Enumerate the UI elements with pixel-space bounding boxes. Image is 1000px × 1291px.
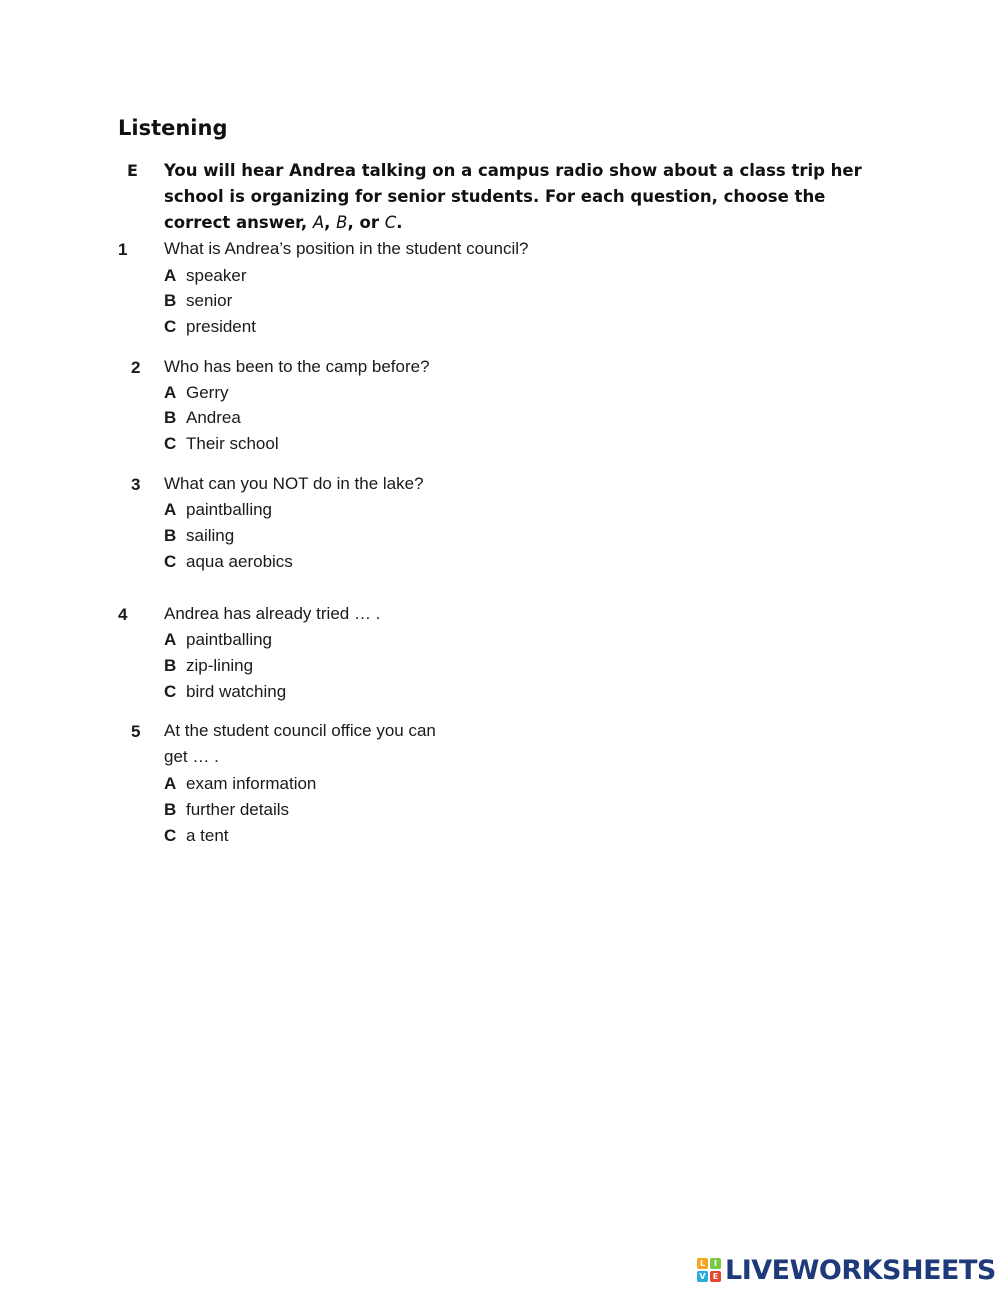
answer-option[interactable] xyxy=(164,823,229,849)
option-letter: A xyxy=(164,266,177,285)
answer-option[interactable] xyxy=(164,405,241,431)
liveworksheets-logo xyxy=(697,1256,996,1284)
question-number: 3 xyxy=(131,475,141,494)
answer-option[interactable] xyxy=(164,314,256,340)
answer-option[interactable] xyxy=(164,288,232,314)
option-text: further details xyxy=(186,800,289,819)
answer-option[interactable] xyxy=(164,263,246,289)
question-number: 1 xyxy=(118,240,128,259)
instruction-end: . xyxy=(396,213,403,232)
option-letter: B xyxy=(164,408,177,427)
option-text: Gerry xyxy=(186,383,229,402)
answer-option[interactable] xyxy=(164,497,272,523)
question-number: 2 xyxy=(131,358,141,377)
question-number: 4 xyxy=(118,605,128,624)
option-text: paintballing xyxy=(186,500,273,519)
option-letter: A xyxy=(164,630,177,649)
option-text: sailing xyxy=(186,526,235,545)
answer-option[interactable] xyxy=(164,431,279,457)
question-text: What is Andrea’s position in the student council? xyxy=(164,239,529,258)
question-text-line-1: At the student council office you can xyxy=(164,721,436,740)
option-letter: A xyxy=(164,383,177,402)
option-text: speaker xyxy=(186,266,247,285)
option-letter: B xyxy=(164,656,177,675)
logo-block-e: E xyxy=(710,1271,721,1282)
answer-option[interactable] xyxy=(164,771,316,797)
option-letter: C xyxy=(164,826,177,845)
instruction-option-a: A xyxy=(312,213,325,232)
option-text: Andrea xyxy=(186,408,241,427)
logo-block-i: I xyxy=(710,1258,721,1269)
option-letter: A xyxy=(164,774,177,793)
option-letter: B xyxy=(164,800,177,819)
answer-option[interactable] xyxy=(164,523,234,549)
option-text: a tent xyxy=(186,826,229,845)
option-text: zip-lining xyxy=(186,656,254,675)
option-letter: B xyxy=(164,291,177,310)
option-text: president xyxy=(186,317,256,336)
answer-option[interactable] xyxy=(164,653,253,679)
instruction-option-b: B xyxy=(336,213,348,232)
answer-option[interactable] xyxy=(164,797,289,823)
question-text: Who has been to the camp before? xyxy=(164,357,430,376)
instruction-sep-2: , or xyxy=(347,213,385,232)
logo-blocks-icon xyxy=(697,1258,721,1282)
question-text-line-2: get … . xyxy=(164,747,219,766)
question-number: 5 xyxy=(131,722,141,741)
option-letter: C xyxy=(164,317,177,336)
answer-option[interactable] xyxy=(164,679,286,705)
option-letter: B xyxy=(164,526,177,545)
option-text: aqua aerobics xyxy=(186,552,293,571)
option-letter: C xyxy=(164,434,177,453)
logo-text: LIVEWORKSHEETS xyxy=(725,1254,996,1286)
question-text: What can you NOT do in the lake? xyxy=(164,474,424,493)
option-text: exam information xyxy=(186,774,317,793)
option-letter: A xyxy=(164,500,177,519)
logo-block-v: V xyxy=(697,1271,708,1282)
instruction-option-c: C xyxy=(384,213,397,232)
instruction-text: You will hear Andrea talking on a campus radio show about a class trip her school is organizing for senior students. For each question, choose the correct answer, xyxy=(164,161,862,232)
answer-option[interactable] xyxy=(164,627,272,653)
answer-option[interactable] xyxy=(164,549,293,575)
question-text: Andrea has already tried … . xyxy=(164,604,381,623)
section-letter: E xyxy=(127,161,138,180)
option-text: senior xyxy=(186,291,233,310)
answer-option[interactable] xyxy=(164,380,229,406)
page-heading: Listening xyxy=(118,116,228,140)
instruction-sep-1: , xyxy=(324,213,337,232)
option-letter: C xyxy=(164,552,177,571)
option-text: bird watching xyxy=(186,682,287,701)
logo-block-l: L xyxy=(697,1258,708,1269)
option-text: Their school xyxy=(186,434,279,453)
option-letter: C xyxy=(164,682,177,701)
option-text: paintballing xyxy=(186,630,273,649)
section-instruction xyxy=(164,158,884,236)
